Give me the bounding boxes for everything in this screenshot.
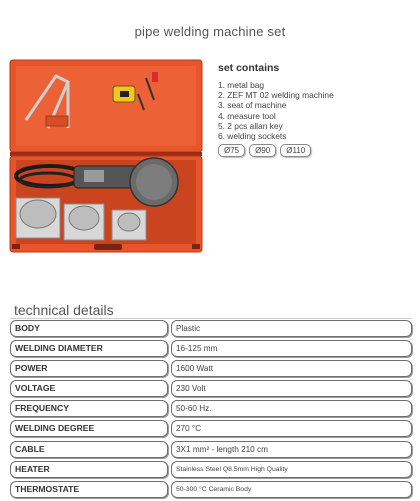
set-contents-heading: set contains [218, 62, 280, 74]
spec-value: 3X1 mm² - length 210 cm [171, 441, 412, 458]
spec-value: 270 °C [171, 420, 412, 437]
list-item: 5. 2 pcs allan key [218, 120, 283, 131]
spec-value: 16-125 mm [171, 340, 412, 357]
product-photo [8, 58, 206, 254]
spec-value: Plastic [171, 320, 412, 337]
set-contents [218, 62, 418, 157]
spec-value: Stainless Steel Q8.5mm High Quality [171, 461, 412, 478]
list-item: 4. measure tool [218, 110, 276, 121]
socket-size-badge: Ø75 [218, 144, 245, 157]
socket-size-badge: Ø110 [280, 144, 311, 157]
table-row [10, 461, 412, 478]
table-row [10, 400, 412, 417]
spec-label: FREQUENCY [10, 400, 168, 417]
spec-label: CABLE [10, 441, 168, 458]
table-row [10, 360, 412, 377]
table-row [10, 320, 412, 337]
technical-details-heading: technical details [14, 302, 114, 318]
spec-label: BODY [10, 320, 168, 337]
table-row [10, 481, 412, 498]
spec-value: 50-300 °C Ceramic Body [171, 481, 412, 498]
list-item: 6. welding sockets [218, 131, 287, 142]
spec-label: THERMOSTATE [10, 481, 168, 498]
divider [10, 318, 412, 319]
set-contents-list [218, 80, 418, 141]
case-handle [94, 244, 122, 250]
list-item: 3. seat of machine [218, 100, 287, 111]
table-row [10, 441, 412, 458]
measure-tape-icon [113, 86, 135, 102]
table-row [10, 420, 412, 437]
spec-label: HEATER [10, 461, 168, 478]
spec-value: 1600 Watt [171, 360, 412, 377]
spec-label: WELDING DEGREE [10, 420, 168, 437]
page-title: pipe welding machine set [134, 24, 286, 39]
spec-value: 50-60 Hz. [171, 400, 412, 417]
technical-details-table [10, 320, 412, 501]
list-item: 1. metal bag [218, 80, 265, 90]
welding-socket-icon [112, 210, 146, 240]
welding-socket-icon [16, 198, 60, 238]
spec-label: WELDING DIAMETER [10, 340, 168, 357]
table-row [10, 340, 412, 357]
socket-size-badge: Ø90 [249, 144, 276, 157]
spec-value: 230 Volt [171, 380, 412, 397]
spec-label: POWER [10, 360, 168, 377]
socket-sizes [218, 144, 418, 157]
table-row [10, 380, 412, 397]
welding-socket-icon [64, 204, 104, 240]
list-item: 2. ZEF MT 02 welding machine [218, 90, 334, 101]
spec-label: VOLTAGE [10, 380, 168, 397]
